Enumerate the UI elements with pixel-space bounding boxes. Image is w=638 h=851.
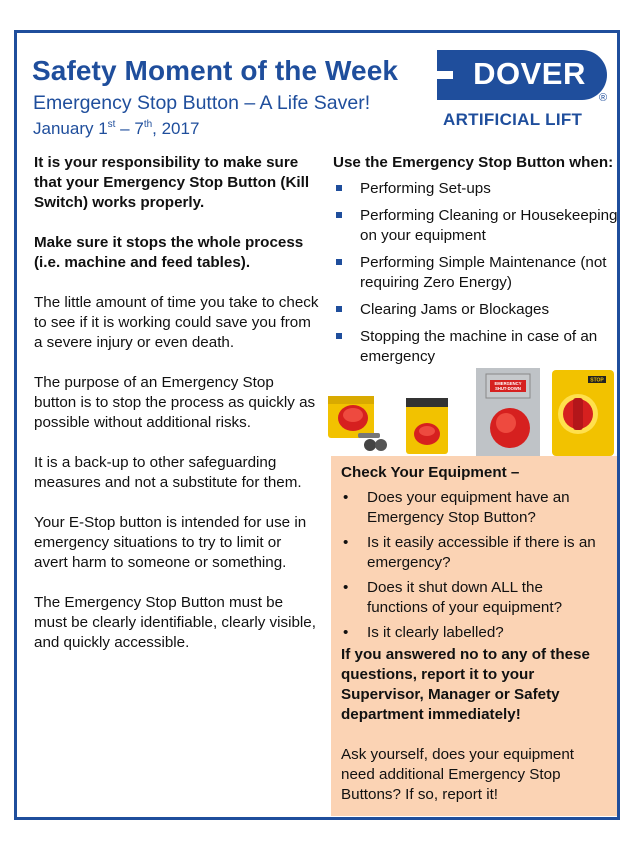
- square-bullet-icon: [336, 306, 342, 312]
- list-item: Performing Cleaning or Housekeeping on your equipment: [333, 206, 623, 246]
- use-when-heading: Use the Emergency Stop Button when:: [333, 154, 614, 171]
- bullet-icon: •: [343, 489, 349, 506]
- bullet-icon: •: [343, 534, 349, 551]
- logo-brand: DOVER: [473, 56, 586, 91]
- purpose-text: The purpose of an Emergency Stop button is to stop the process as quickly as possible without additional risks.: [34, 374, 316, 431]
- boxed-estop-icon: [406, 398, 448, 454]
- responsibility-text: It is your responsibility to make sure that your Emergency Stop Button (Kill Switch) works properly.: [34, 154, 310, 211]
- ask-yourself-note: Ask yourself, does your equipment need additional Emergency Stop Buttons? If so, report it!: [341, 746, 574, 803]
- date-range: January 1st – 7th, 2017: [33, 119, 200, 138]
- list-item: • Does it shut down ALL the functions of your equipment?: [343, 579, 563, 616]
- left-column: [34, 153, 319, 673]
- stop-process-text: Make sure it stops the whole process (i.e. machine and feed tables).: [34, 234, 304, 271]
- square-bullet-icon: [336, 333, 342, 339]
- square-bullet-icon: [336, 185, 342, 191]
- bullet-icon: •: [343, 579, 349, 596]
- check-equipment-panel: [331, 456, 617, 816]
- intended-use-text: Your E-Stop button is intended for use in emergency situations to try to limit or avert harm to someone or something.: [34, 514, 307, 571]
- logo-registered-mark: ®: [599, 92, 608, 104]
- identifiable-text: The Emergency Stop Button must be must be clearly identifiable, clearly visible, and quickly accessible.: [34, 594, 316, 651]
- use-when-section: [333, 153, 623, 374]
- list-item: Performing Set-ups: [333, 179, 623, 199]
- page-subtitle: Emergency Stop Button – A Life Saver!: [33, 92, 371, 114]
- square-bullet-icon: [336, 259, 342, 265]
- svg-text:STOP: STOP: [590, 377, 604, 384]
- report-instruction: If you answered no to any of these questions, report it to your Supervisor, Manager or Safety department immediately!: [341, 646, 590, 723]
- square-bullet-icon: [336, 212, 342, 218]
- svg-text:SHUT-DOWN: SHUT-DOWN: [495, 386, 521, 391]
- list-item: • Does your equipment have an Emergency Stop Button?: [343, 489, 570, 526]
- logo-division: ARTIFICIAL LIFT: [443, 110, 583, 129]
- page-title: Safety Moment of the Week: [32, 55, 399, 86]
- list-item: Performing Simple Maintenance (not requiring Zero Energy): [333, 253, 623, 293]
- list-item: • Is it clearly labelled?: [343, 624, 504, 641]
- keyed-estop-icon: [328, 396, 387, 451]
- check-equipment-heading: Check Your Equipment –: [341, 464, 520, 481]
- check-time-text: The little amount of time you take to check to see if it is working could save you from a severe injury or even death.: [34, 294, 319, 351]
- list-item: Stopping the machine in case of an emergency: [333, 327, 623, 367]
- estop-photos: [326, 368, 618, 458]
- check-equipment-list: [341, 488, 607, 643]
- list-item: Clearing Jams or Blockages: [333, 300, 623, 320]
- wall-estop-icon: [476, 368, 540, 458]
- dover-logo: [437, 46, 617, 136]
- bullet-icon: •: [343, 624, 349, 641]
- list-item: • Is it easily accessible if there is an emergency?: [343, 534, 596, 571]
- backup-text: It is a back-up to other safeguarding measures and not a substitute for them.: [34, 454, 302, 491]
- use-when-list: [333, 179, 623, 367]
- rotary-switch-icon: [552, 370, 614, 456]
- svg-text:EMERGENCY: EMERGENCY: [494, 381, 522, 386]
